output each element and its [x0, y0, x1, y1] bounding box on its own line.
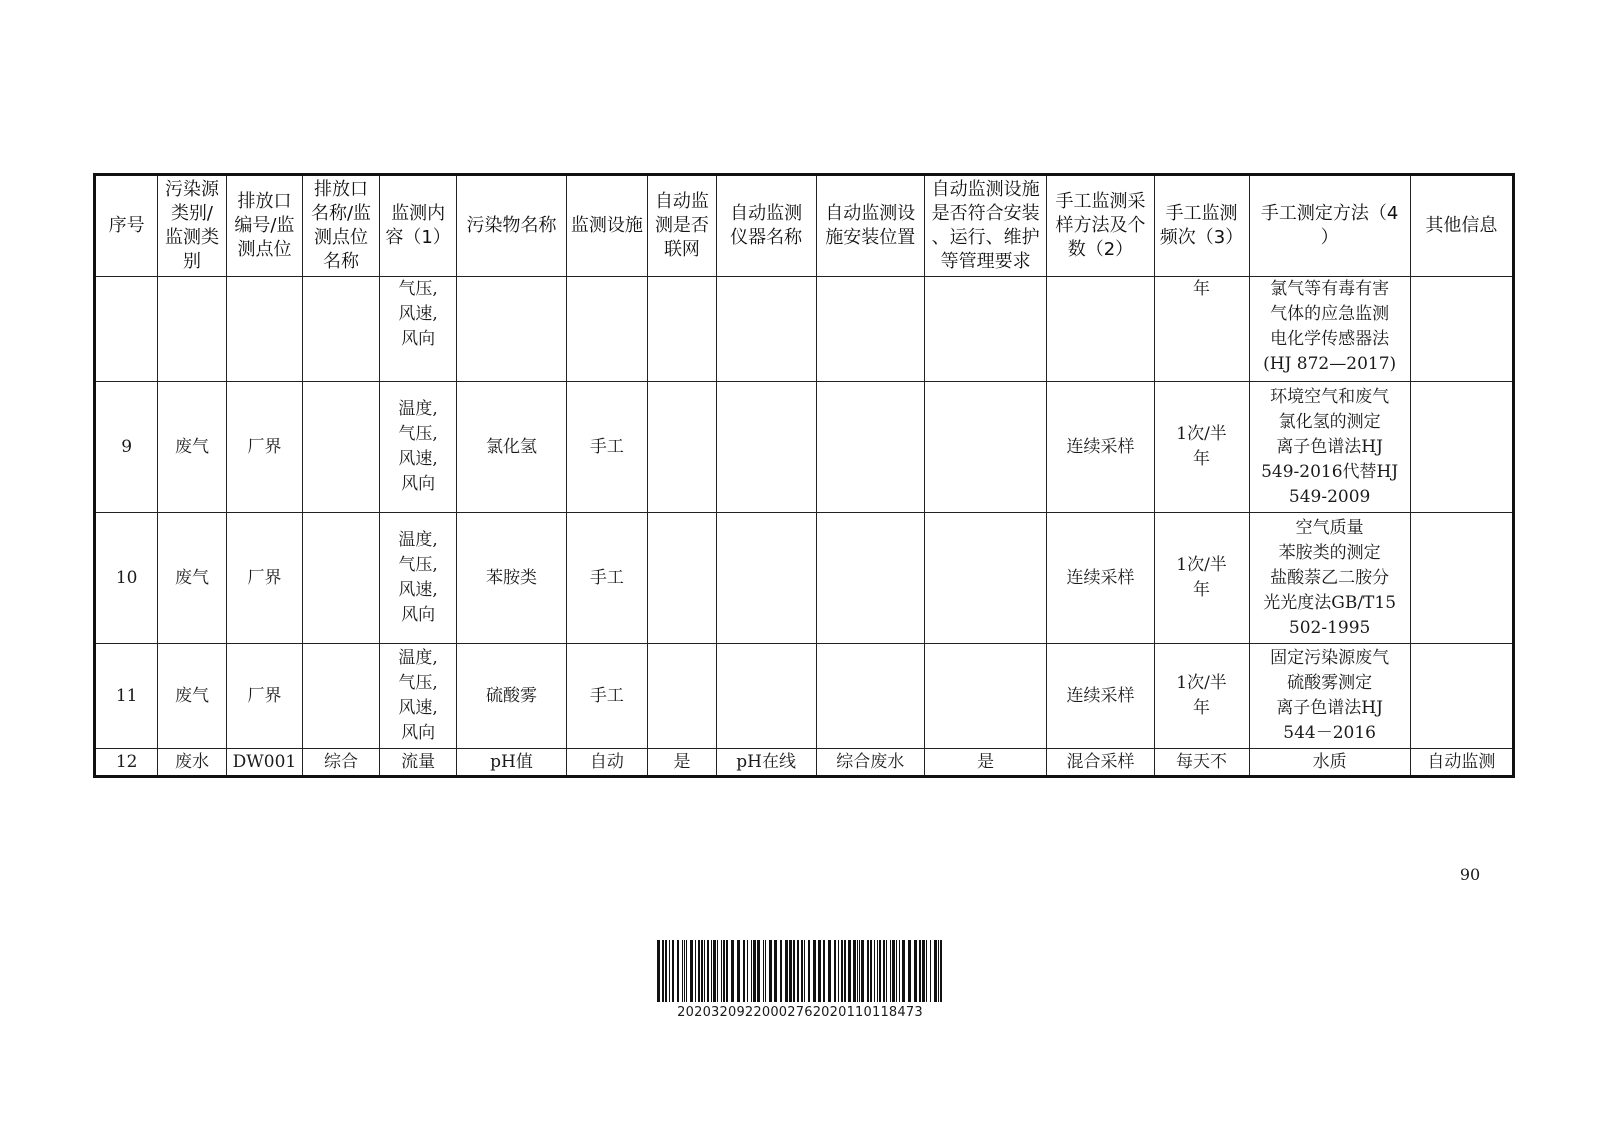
barcode-bar — [940, 940, 942, 1002]
table-cell — [1410, 382, 1513, 513]
table-cell: 厂界 — [226, 513, 303, 644]
barcode-bar — [698, 940, 700, 1002]
barcode-bar — [883, 940, 885, 1002]
table-cell — [648, 277, 716, 382]
barcode-bar — [874, 940, 875, 1002]
table-cell: 气压, 风速, 风向 — [379, 277, 457, 382]
table-cell: 年 — [1154, 277, 1249, 382]
barcode-bar — [861, 940, 864, 1002]
barcode-bar — [701, 940, 703, 1002]
table-cell: 10 — [95, 513, 158, 644]
table-cell — [1410, 644, 1513, 749]
table-cell: 厂界 — [226, 382, 303, 513]
table-cell: 水质 — [1249, 749, 1410, 777]
table-row — [95, 382, 1514, 513]
barcode-bar — [726, 940, 728, 1002]
table-cell: 1次/半 年 — [1154, 513, 1249, 644]
table-row — [95, 644, 1514, 749]
barcode-bar — [731, 940, 734, 1002]
table-cell — [716, 277, 816, 382]
barcode-bar — [751, 940, 752, 1002]
barcode-bar — [662, 940, 664, 1002]
table-cell — [303, 277, 380, 382]
barcode-bar — [677, 940, 679, 1002]
barcode-bar — [801, 940, 803, 1002]
table-cell: 氯气等有毒有害 气体的应急监测 电化学传感器法 (HJ 872—2017) — [1249, 277, 1410, 382]
barcode-bar — [879, 940, 881, 1002]
barcode-image — [657, 940, 943, 1002]
barcode-bar — [870, 940, 872, 1002]
page-number: 90 — [1459, 865, 1481, 884]
table-cell: 连续采样 — [1047, 513, 1154, 644]
header-cell: 排放口 名称/监 测点位 名称 — [303, 175, 380, 277]
header-cell: 污染源 类别/ 监测类 别 — [158, 175, 226, 277]
table-cell: 温度, 气压, 风速, 风向 — [379, 382, 457, 513]
table-cell: 苯胺类 — [457, 513, 566, 644]
header-cell: 排放口 编号/监 测点位 — [226, 175, 303, 277]
table-cell — [816, 277, 924, 382]
table-cell: pH在线 — [716, 749, 816, 777]
table-cell — [924, 277, 1047, 382]
header-cell: 自动监测设 施安装位置 — [816, 175, 924, 277]
table-cell: 是 — [648, 749, 716, 777]
table-cell: 是 — [924, 749, 1047, 777]
barcode-bar — [695, 940, 696, 1002]
header-cell: 污染物名称 — [457, 175, 566, 277]
table-cell: 每天不 — [1154, 749, 1249, 777]
table-cell — [303, 644, 380, 749]
table-row — [95, 513, 1514, 644]
barcode-digits: 20203209220002762020110118473 — [677, 1005, 923, 1020]
table-cell: 1次/半 年 — [1154, 382, 1249, 513]
table-cell — [1410, 277, 1513, 382]
barcode-bar — [793, 940, 795, 1002]
barcode-bar — [789, 940, 792, 1002]
barcode-bar — [859, 940, 860, 1002]
table-row — [95, 277, 1514, 382]
table-cell: 废水 — [158, 749, 226, 777]
barcode-bar — [686, 940, 687, 1002]
table-cell: 废气 — [158, 382, 226, 513]
table-cell — [816, 513, 924, 644]
barcode-bar — [657, 940, 660, 1002]
table-cell: 综合废水 — [816, 749, 924, 777]
header-row — [95, 175, 1514, 277]
barcode-bar — [853, 940, 856, 1002]
table-cell — [226, 277, 303, 382]
table-cell — [716, 644, 816, 749]
barcode-bar — [938, 940, 939, 1002]
table-cell: 综合 — [303, 749, 380, 777]
barcode-bar — [763, 940, 764, 1002]
barcode-bar — [711, 940, 712, 1002]
barcode-bar — [823, 940, 825, 1002]
table-cell — [816, 644, 924, 749]
barcode-bar — [737, 940, 740, 1002]
table-cell: 环境空气和废气 氯化氢的测定 离子色谱法HJ 549-2016代替HJ 549-2009 — [1249, 382, 1410, 513]
barcode-bar — [769, 940, 772, 1002]
barcode-bar — [922, 940, 925, 1002]
table-cell: 9 — [95, 382, 158, 513]
table-cell: 废气 — [158, 644, 226, 749]
barcode-bar — [774, 940, 777, 1002]
barcode-bar — [665, 940, 667, 1002]
barcode-bar — [848, 940, 851, 1002]
table-cell: 流量 — [379, 749, 457, 777]
table-cell — [566, 277, 648, 382]
table-cell — [924, 513, 1047, 644]
barcode-bar — [896, 940, 897, 1002]
barcode-bar — [844, 940, 846, 1002]
barcode-bar — [669, 940, 670, 1002]
table-cell — [648, 382, 716, 513]
barcode-bar — [743, 940, 745, 1002]
barcode-bar — [886, 940, 887, 1002]
table-cell — [1410, 513, 1513, 644]
barcode-bar — [890, 940, 891, 1002]
header-cell: 其他信息 — [1410, 175, 1513, 277]
monitoring-table — [93, 173, 1515, 778]
barcode-bar — [721, 940, 722, 1002]
table-cell — [924, 382, 1047, 513]
barcode-bar — [857, 940, 858, 1002]
header-cell: 手工测定方法（4 ） — [1249, 175, 1410, 277]
barcode-bar — [808, 940, 810, 1002]
table-cell: 厂界 — [226, 644, 303, 749]
barcode-bar — [672, 940, 674, 1002]
table-cell: 连续采样 — [1047, 382, 1154, 513]
table-cell — [648, 644, 716, 749]
barcode-bar — [704, 940, 705, 1002]
barcode-bar — [899, 940, 900, 1002]
barcode-bar — [713, 940, 716, 1002]
barcode-bar — [902, 940, 905, 1002]
table-cell — [457, 277, 566, 382]
table-cell: 连续采样 — [1047, 644, 1154, 749]
table-cell: pH值 — [457, 749, 566, 777]
barcode-bar — [908, 940, 911, 1002]
barcode-bar — [747, 940, 748, 1002]
table-cell — [816, 382, 924, 513]
table-cell: 手工 — [566, 382, 648, 513]
barcode-bar — [813, 940, 816, 1002]
barcode-bar — [723, 940, 725, 1002]
barcode-bar — [682, 940, 683, 1002]
table-cell: 手工 — [566, 513, 648, 644]
table-cell: 自动监测 — [1410, 749, 1513, 777]
barcode-bar — [684, 940, 685, 1002]
table-cell: 手工 — [566, 644, 648, 749]
barcode-bar — [841, 940, 843, 1002]
table-cell: 氯化氢 — [457, 382, 566, 513]
barcode-bar — [690, 940, 693, 1002]
barcode-bar — [828, 940, 831, 1002]
barcode-bar — [834, 940, 836, 1002]
barcode-bar — [914, 940, 917, 1002]
barcode-bar — [892, 940, 895, 1002]
table-cell: 固定污染源废气 硫酸雾测定 离子色谱法HJ 544－2016 — [1249, 644, 1410, 749]
table-cell — [303, 513, 380, 644]
table-cell: 温度, 气压, 风速, 风向 — [379, 513, 457, 644]
barcode-bar — [919, 940, 921, 1002]
barcode-bar — [926, 940, 927, 1002]
table-cell: 空气质量 苯胺类的测定 盐酸萘乙二胺分 光光度法GB/T15 502-1995 — [1249, 513, 1410, 644]
barcode-bar — [804, 940, 805, 1002]
barcode-bar — [818, 940, 821, 1002]
table-cell — [716, 513, 816, 644]
table-cell: 废气 — [158, 513, 226, 644]
table-cell — [924, 644, 1047, 749]
header-cell: 自动监测 仪器名称 — [716, 175, 816, 277]
barcode-bar — [785, 940, 788, 1002]
table-row — [95, 749, 1514, 777]
table-cell — [1047, 277, 1154, 382]
table-cell: 硫酸雾 — [457, 644, 566, 749]
table-cell: 1次/半 年 — [1154, 644, 1249, 749]
table-cell: 自动 — [566, 749, 648, 777]
table-cell — [648, 513, 716, 644]
header-cell: 自动监测设施 是否符合安装 、运行、维护 等管理要求 — [924, 175, 1047, 277]
barcode-bar — [780, 940, 782, 1002]
barcode-bar — [765, 940, 766, 1002]
table-cell: 11 — [95, 644, 158, 749]
barcode-bar — [757, 940, 760, 1002]
table-cell: 混合采样 — [1047, 749, 1154, 777]
barcode-bar — [707, 940, 709, 1002]
barcode-bar — [753, 940, 756, 1002]
barcode-bar — [877, 940, 878, 1002]
barcode-bar — [838, 940, 839, 1002]
header-cell: 手工监测采 样方法及个 数（2） — [1047, 175, 1154, 277]
barcode-bar — [934, 940, 937, 1002]
header-cell: 序号 — [95, 175, 158, 277]
table-cell: 12 — [95, 749, 158, 777]
table-cell — [95, 277, 158, 382]
header-cell: 自动监 测是否 联网 — [648, 175, 716, 277]
table-cell — [303, 382, 380, 513]
table-cell: DW001 — [226, 749, 303, 777]
header-cell: 手工监测 频次（3） — [1154, 175, 1249, 277]
barcode-bar — [797, 940, 799, 1002]
header-cell: 监测内 容（1） — [379, 175, 457, 277]
barcode-bar — [930, 940, 931, 1002]
table-cell — [158, 277, 226, 382]
table-cell — [716, 382, 816, 513]
barcode-bar — [867, 940, 869, 1002]
barcode-bar — [717, 940, 718, 1002]
header-cell: 监测设施 — [566, 175, 648, 277]
table-cell: 温度, 气压, 风速, 风向 — [379, 644, 457, 749]
